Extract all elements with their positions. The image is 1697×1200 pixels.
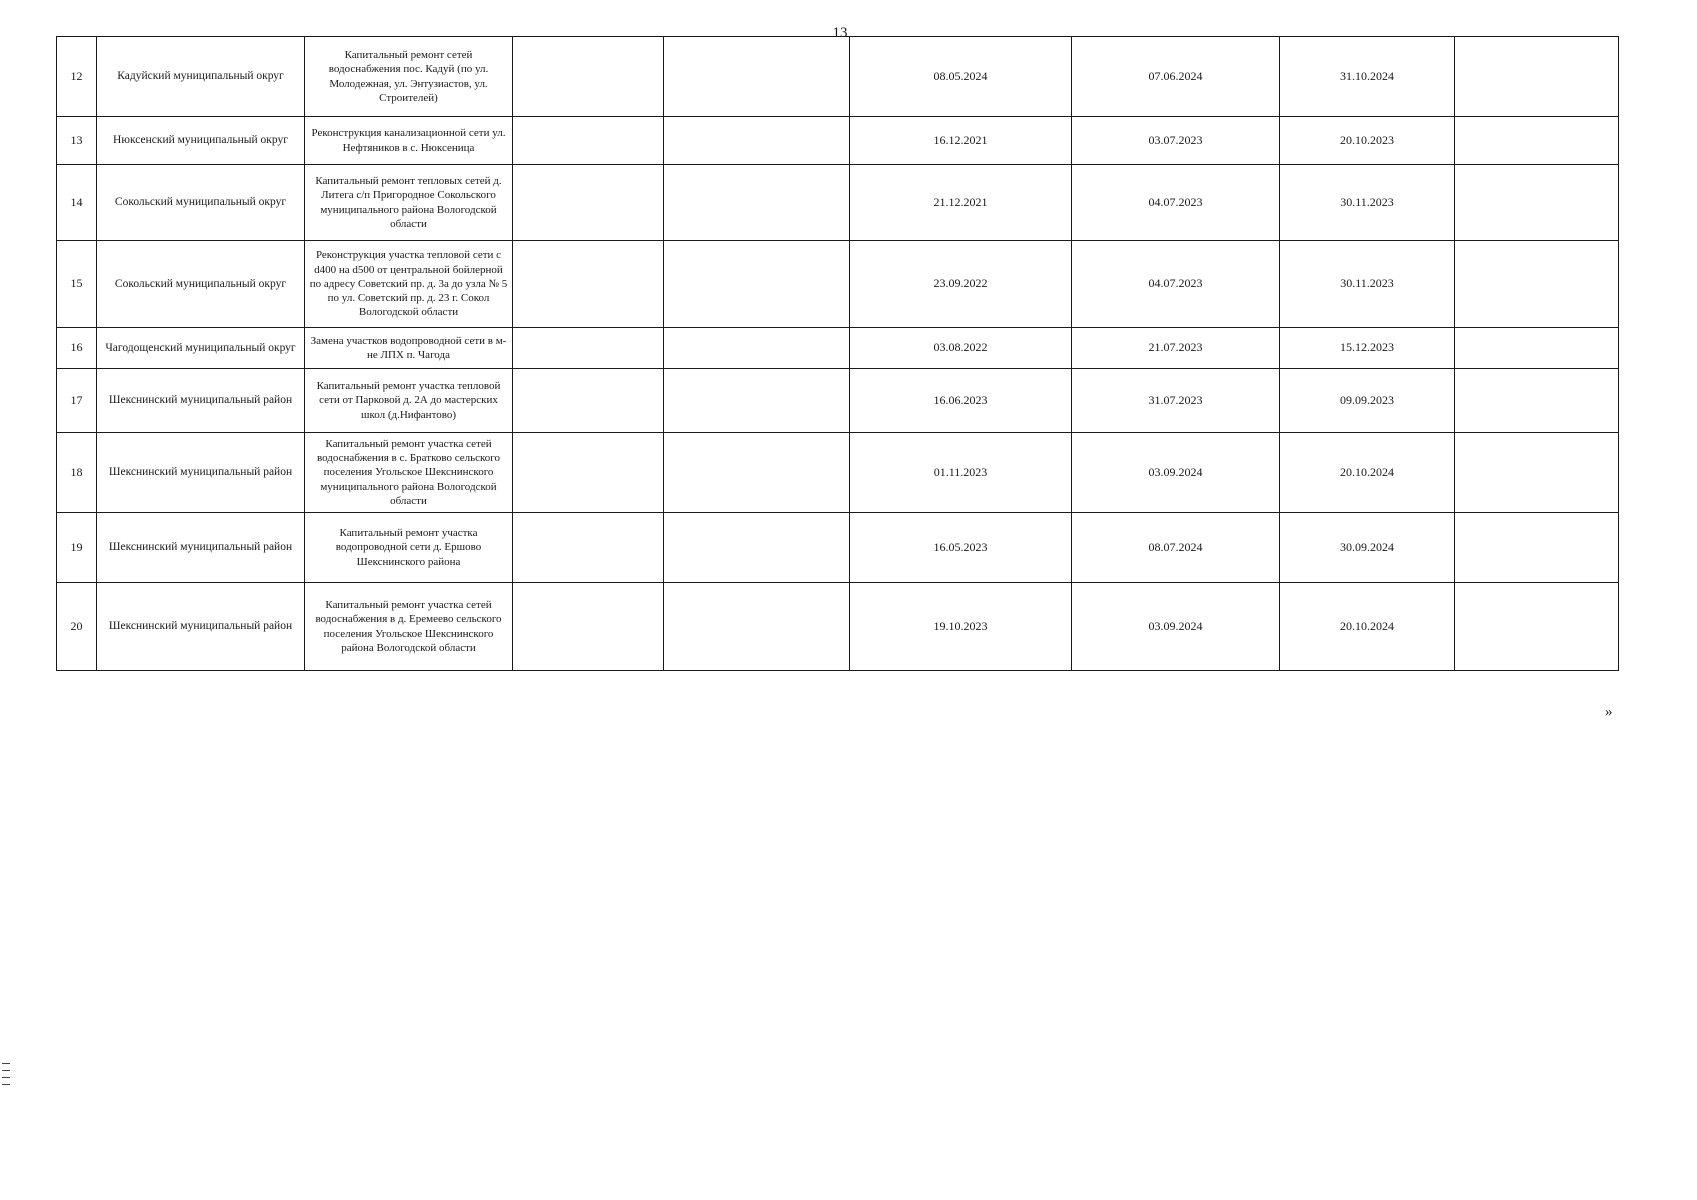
object-description-cell: Реконструкция участка тепловой сети с d400 на d500 от центральной бойлерной по адресу Советский пр. д. 3а до узла № 5 по ул. Советский пр. д. 23 г. Сокол Вологодской области <box>305 241 513 328</box>
date-cell: 16.06.2023 <box>850 369 1072 433</box>
date-cell: 08.05.2024 <box>850 37 1072 117</box>
empty-cell <box>513 513 664 583</box>
date-cell: 01.11.2023 <box>850 433 1072 513</box>
date-cell: 21.12.2021 <box>850 165 1072 241</box>
date-cell: 21.07.2023 <box>1072 328 1280 369</box>
empty-cell <box>1455 241 1619 328</box>
empty-cell <box>1455 369 1619 433</box>
empty-cell <box>1455 513 1619 583</box>
date-cell: 03.08.2022 <box>850 328 1072 369</box>
empty-cell <box>1455 583 1619 671</box>
date-cell: 30.11.2023 <box>1280 241 1455 328</box>
date-cell: 20.10.2024 <box>1280 583 1455 671</box>
table-row <box>57 513 1619 583</box>
row-number-cell: 14 <box>57 165 97 241</box>
date-cell: 30.09.2024 <box>1280 513 1455 583</box>
empty-cell <box>664 241 850 328</box>
date-cell: 04.07.2023 <box>1072 165 1280 241</box>
empty-cell <box>1455 117 1619 165</box>
row-number-cell: 17 <box>57 369 97 433</box>
empty-cell <box>664 117 850 165</box>
page-number: 13 <box>832 25 848 41</box>
row-number-cell: 18 <box>57 433 97 513</box>
row-number-cell: 16 <box>57 328 97 369</box>
scan-edge-marks <box>2 1063 10 1091</box>
date-cell: 20.10.2024 <box>1280 433 1455 513</box>
date-cell: 15.12.2023 <box>1280 328 1455 369</box>
date-cell: 20.10.2023 <box>1280 117 1455 165</box>
table-row <box>57 165 1619 241</box>
empty-cell <box>513 165 664 241</box>
date-cell: 19.10.2023 <box>850 583 1072 671</box>
municipality-cell: Шекснинский муниципальный район <box>97 369 305 433</box>
municipality-cell: Кадуйский муниципальный округ <box>97 37 305 117</box>
empty-cell <box>1455 37 1619 117</box>
empty-cell <box>513 37 664 117</box>
empty-cell <box>513 583 664 671</box>
date-cell: 31.07.2023 <box>1072 369 1280 433</box>
municipality-cell: Сокольский муниципальный округ <box>97 241 305 328</box>
municipality-cell: Чагодощенский муниципальный округ <box>97 328 305 369</box>
date-cell: 16.05.2023 <box>850 513 1072 583</box>
object-description-cell: Капитальный ремонт участка сетей водоснабжения в д. Еремеево сельского поселения Угольское Шекснинского района Вологодской области <box>305 583 513 671</box>
date-cell: 30.11.2023 <box>1280 165 1455 241</box>
municipality-cell: Шекснинский муниципальный район <box>97 583 305 671</box>
date-cell: 08.07.2024 <box>1072 513 1280 583</box>
municipality-cell: Нюксенский муниципальный округ <box>97 117 305 165</box>
row-number-cell: 12 <box>57 37 97 117</box>
object-description-cell: Капитальный ремонт тепловых сетей д. Литега с/п Пригородное Сокольского муниципального района Вологодской области <box>305 165 513 241</box>
object-description-cell: Замена участков водопроводной сети в м-не ЛПХ п. Чагода <box>305 328 513 369</box>
empty-cell <box>664 433 850 513</box>
empty-cell <box>664 583 850 671</box>
row-number-cell: 15 <box>57 241 97 328</box>
date-cell: 31.10.2024 <box>1280 37 1455 117</box>
object-description-cell: Капитальный ремонт участка тепловой сети от Парковой д. 2А до мастерских школ (д.Нифантово) <box>305 369 513 433</box>
municipality-cell: Шекснинский муниципальный район <box>97 433 305 513</box>
row-number-cell: 19 <box>57 513 97 583</box>
empty-cell <box>664 37 850 117</box>
empty-cell <box>664 165 850 241</box>
date-cell: 04.07.2023 <box>1072 241 1280 328</box>
closing-quote-mark: » <box>1605 704 1613 720</box>
table-row <box>57 369 1619 433</box>
date-cell: 03.09.2024 <box>1072 583 1280 671</box>
date-cell: 23.09.2022 <box>850 241 1072 328</box>
table-row <box>57 241 1619 328</box>
row-number-cell: 20 <box>57 583 97 671</box>
date-cell: 03.07.2023 <box>1072 117 1280 165</box>
object-description-cell: Реконструкция канализационной сети ул. Нефтяников в с. Нюксеница <box>305 117 513 165</box>
empty-cell <box>513 369 664 433</box>
empty-cell <box>1455 165 1619 241</box>
date-cell: 07.06.2024 <box>1072 37 1280 117</box>
empty-cell <box>513 241 664 328</box>
municipality-cell: Сокольский муниципальный округ <box>97 165 305 241</box>
table-row <box>57 583 1619 671</box>
object-description-cell: Капитальный ремонт сетей водоснабжения пос. Кадуй (по ул. Молодежная, ул. Энтузиастов, ул. Строителей) <box>305 37 513 117</box>
register-table <box>56 36 1619 671</box>
row-number-cell: 13 <box>57 117 97 165</box>
date-cell: 03.09.2024 <box>1072 433 1280 513</box>
empty-cell <box>513 328 664 369</box>
table-row <box>57 328 1619 369</box>
empty-cell <box>1455 433 1619 513</box>
empty-cell <box>664 513 850 583</box>
table-row <box>57 37 1619 117</box>
empty-cell <box>513 433 664 513</box>
date-cell: 09.09.2023 <box>1280 369 1455 433</box>
empty-cell <box>513 117 664 165</box>
object-description-cell: Капитальный ремонт участка водопроводной сети д. Ершово Шекснинского района <box>305 513 513 583</box>
table-body <box>57 37 1619 671</box>
empty-cell <box>1455 328 1619 369</box>
municipality-cell: Шекснинский муниципальный район <box>97 513 305 583</box>
table-row <box>57 433 1619 513</box>
empty-cell <box>664 369 850 433</box>
empty-cell <box>664 328 850 369</box>
object-description-cell: Капитальный ремонт участка сетей водоснабжения в с. Братково сельского поселения Угольское Шекснинского муниципального района Вологодской области <box>305 433 513 513</box>
table-row <box>57 117 1619 165</box>
date-cell: 16.12.2021 <box>850 117 1072 165</box>
